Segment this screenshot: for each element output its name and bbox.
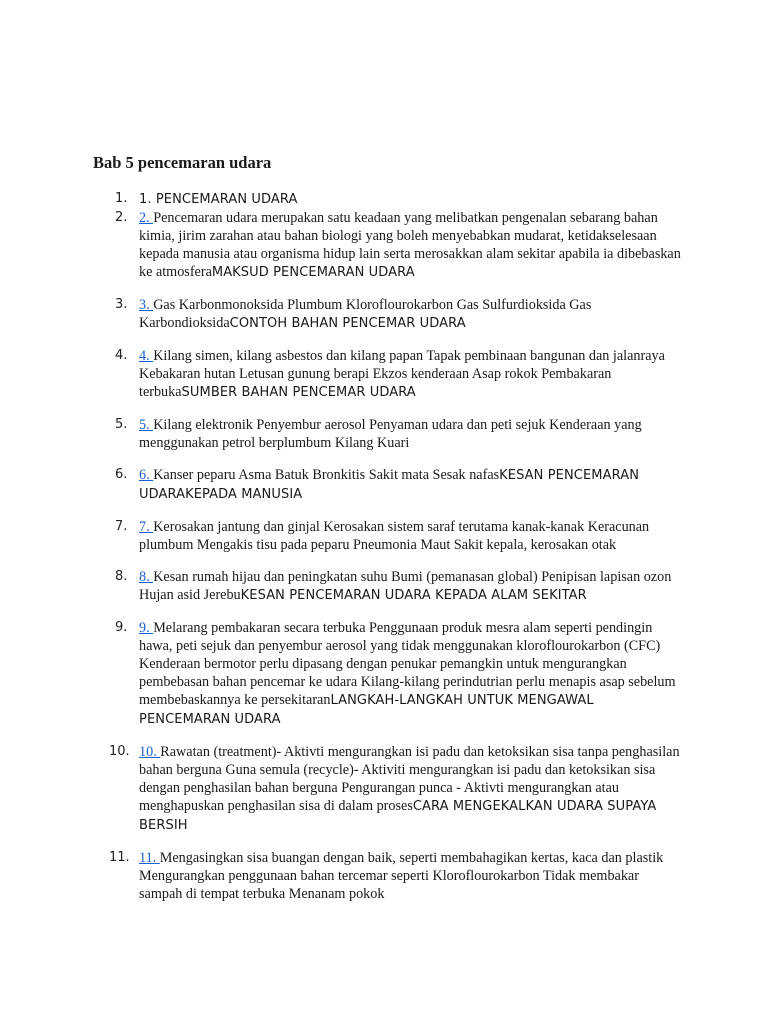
list-item-11 bbox=[93, 849, 683, 903]
item-text: Kanser peparu Asma Batuk Bronkitis Sakit mata Sesak nafas bbox=[153, 467, 500, 483]
item-number: 9. bbox=[115, 620, 128, 635]
item-link[interactable]: 6. bbox=[139, 467, 154, 483]
item-link[interactable]: 9. bbox=[139, 620, 154, 636]
list-item-6 bbox=[93, 466, 683, 504]
item-text: Gas Karbonmonoksida Plumbum Kloroflourokarbon Gas Sulfurdioksida Gas Karbondioksida bbox=[139, 297, 592, 331]
item-link[interactable]: 7. bbox=[139, 519, 154, 535]
item-heading: LANGKAH-LANGKAH UNTUK MENGAWAL PENCEMARAN UDARA bbox=[139, 693, 594, 727]
list-item-8 bbox=[93, 568, 683, 605]
item-number: 5. bbox=[115, 417, 128, 432]
list-item-5 bbox=[93, 416, 683, 452]
item-link[interactable]: 11. bbox=[139, 850, 160, 866]
item-text: Rawatan (treatment)- Aktivti mengurangkan isi padu dan ketoksikan sisa tanpa penghasilan bahan berguna Guna semula (recycle)- Aktiviti mengurangkan isi padu dan ketoksikan sisa dengan penghasilan bahan berguna Pengurangan punca - Aktivti mengurangkan atau menghapuskan penghasilan sisa di dalam proses bbox=[139, 744, 680, 814]
item-heading: CONTOH BAHAN PENCEMAR UDARA bbox=[229, 316, 466, 331]
item-number: 1. bbox=[115, 191, 128, 206]
item-number: 6. bbox=[115, 467, 128, 482]
item-link[interactable]: 3. bbox=[139, 297, 154, 313]
item-heading: SUMBER BAHAN PENCEMAR UDARA bbox=[181, 385, 416, 400]
item-number: 8. bbox=[115, 569, 128, 584]
item-number: 10. bbox=[109, 744, 130, 759]
list-item-7 bbox=[93, 518, 683, 554]
item-text: Mengasingkan sisa buangan dengan baik, seperti membahagikan kertas, kaca dan plastik Mengurangkan penggunaan bahan tercemar seperti Kloroflourokarbon Tidak membakar sampah di tempat terbuka Menanam pokok bbox=[139, 850, 664, 902]
list-item-1 bbox=[93, 190, 683, 209]
list-item-2 bbox=[93, 209, 683, 282]
item-link[interactable]: 2. bbox=[139, 210, 154, 226]
list-item-10 bbox=[93, 743, 683, 835]
document-title: Bab 5 pencemaran udara bbox=[93, 153, 272, 172]
item-text: Kerosakan jantung dan ginjal Kerosakan sistem saraf terutama kanak-kanak Keracunan plumbum Mengakis tisu pada peparu Pneumonia Maut Sakit kepala, kerosakan otak bbox=[139, 519, 650, 553]
item-text: Pencemaran udara merupakan satu keadaan yang melibatkan pengenalan sebarang bahan kimia, jirim zarahan atau bahan biologi yang boleh menyebabkan mudarat, ketidakselesaan kepada manusia atau organisma hidup lain serta merosakkan alam sekitar apabila ia dibebaskan ke atmosfera bbox=[139, 210, 681, 280]
item-text: Melarang pembakaran secara terbuka Penggunaan produk mesra alam seperti pendingin hawa, peti sejuk dan penyembur aerosol yang tidak menggunakan kloroflourokarbon (CFC) Kenderaan bermotor perlu dipasang dengan penukar pemangkin untuk mengurangkan pembebasan bahan pencemar ke udara Kilang-kilang perindutrian perlu menapis asap sebelum membebaskannya ke persekitaran bbox=[139, 620, 676, 708]
item-text: Kilang simen, kilang asbestos dan kilang papan Tapak pembinaan bangunan dan jalanraya Kebakaran hutan Letusan gunung berapi Ekzos kenderaan Asap rokok Pembakaran terbuka bbox=[139, 348, 665, 400]
item-number: 2. bbox=[115, 210, 128, 225]
item-link[interactable]: 5. bbox=[139, 417, 154, 433]
item-link[interactable]: 8. bbox=[139, 569, 154, 585]
item-heading: MAKSUD PENCEMARAN UDARA bbox=[211, 265, 415, 280]
item-link[interactable]: 10. bbox=[139, 744, 161, 760]
item-number: 3. bbox=[115, 297, 128, 312]
list-item-9 bbox=[93, 619, 683, 729]
item-heading: KESAN PENCEMARAN UDARA KEPADA ALAM SEKITAR bbox=[240, 588, 587, 603]
list-item-4 bbox=[93, 347, 683, 402]
list-item-3 bbox=[93, 296, 683, 333]
item-number: 4. bbox=[115, 348, 128, 363]
item-heading: KESAN PENCEMARAN UDARAKEPADA MANUSIA bbox=[139, 468, 640, 502]
item-text: Kilang elektronik Penyembur aerosol Penyaman udara dan peti sejuk Kenderaan yang menggunakan petrol berplumbum Kilang Kuari bbox=[139, 417, 642, 451]
item-text: Kesan rumah hijau dan peningkatan suhu Bumi (pemanasan global) Penipisan lapisan ozon Hujan asid Jerebu bbox=[139, 569, 672, 603]
item-heading: 1. PENCEMARAN UDARA bbox=[139, 192, 298, 207]
item-number: 11. bbox=[109, 850, 130, 865]
item-heading: CARA MENGEKALKAN UDARA SUPAYA BERSIH bbox=[139, 799, 657, 833]
item-link[interactable]: 4. bbox=[139, 348, 154, 364]
item-list bbox=[93, 190, 683, 903]
item-number: 7. bbox=[115, 519, 128, 534]
